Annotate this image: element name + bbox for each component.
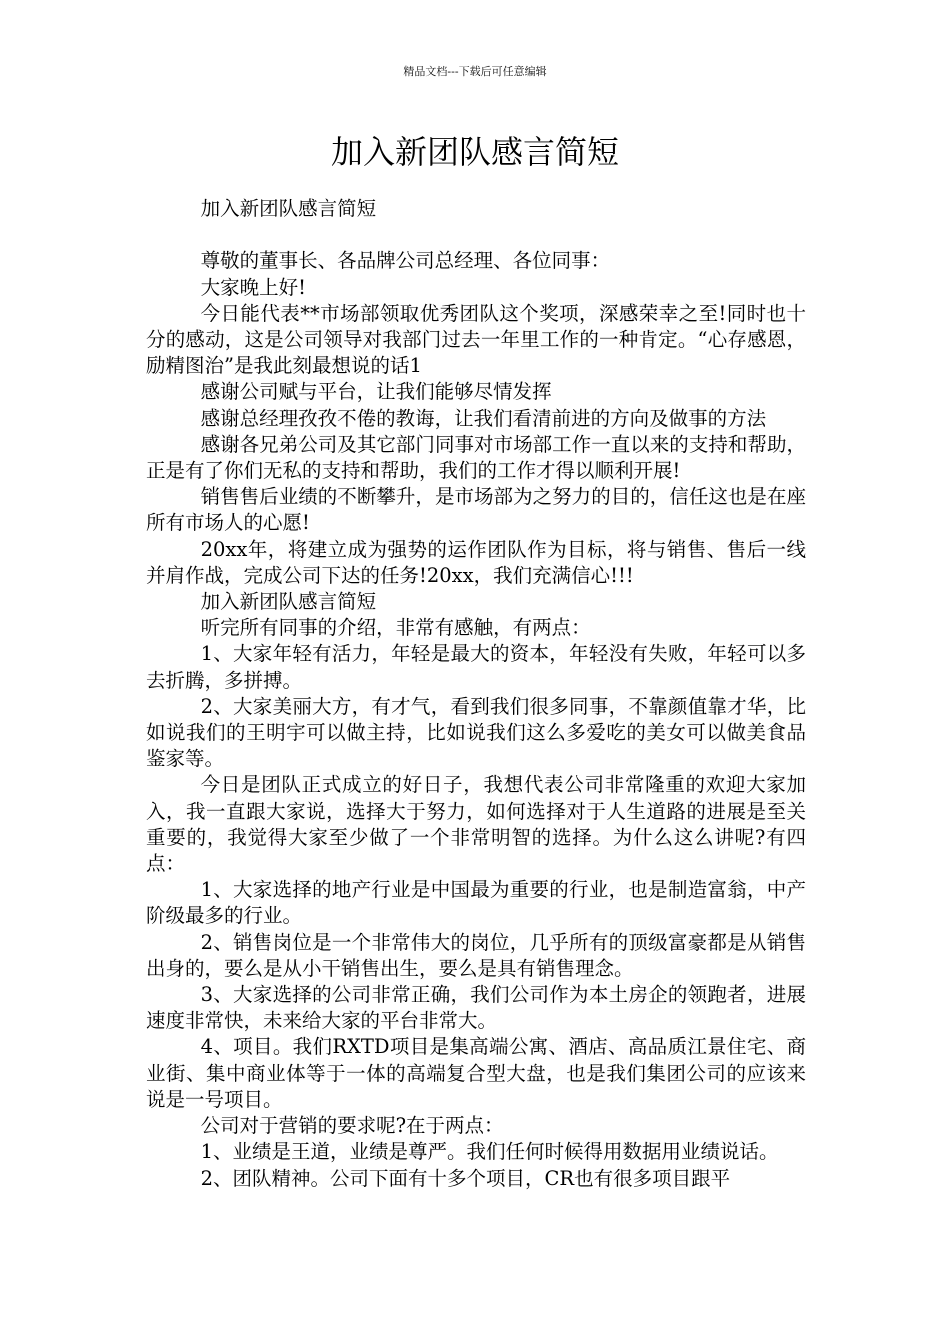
body-paragraph: 今日是团队正式成立的好日子，我想代表公司非常隆重的欢迎大家加入，我一直跟大家说，选择大于努力，如何选择对于人生道路的进展是至关重要的，我觉得大家至少做了一个非常明智的选择。为什么这么讲呢?有四点：: [146, 773, 806, 876]
body-paragraph: 3、大家选择的公司非常正确，我们公司作为本土房企的领跑者，进展速度非常快，未来给大家的平台非常大。: [146, 983, 806, 1033]
body-paragraph: 2、团队精神。公司下面有十多个项目，CR也有很多项目跟平: [200, 1166, 731, 1190]
body-paragraph: 1、业绩是王道，业绩是尊严。我们任何时候得用数据用业绩说话。: [200, 1140, 779, 1164]
body-paragraph: 今日能代表**市场部领取优秀团队这个奖项，深感荣幸之至!同时也十分的感动，这是公司领导对我部门过去一年里工作的一种肯定。“心存感恩，励精图治”是我此刻最想说的话1: [146, 301, 806, 378]
body-paragraph: 1、大家选择的地产行业是中国最为重要的行业，也是制造富翁，中产阶级最多的行业。: [146, 878, 806, 928]
body-paragraph: 感谢各兄弟公司及其它部门同事对市场部工作一直以来的支持和帮助，正是有了你们无私的支持和帮助，我们的工作才得以顺利开展!: [146, 432, 806, 483]
body-paragraph: 20xx年，将建立成为强势的运作团队作为目标，将与销售、售后一线并肩作战，完成公司下达的任务!20xx，我们充满信心!!!: [146, 537, 806, 587]
body-paragraph: 听完所有同事的介绍，非常有感触，有两点：: [200, 616, 591, 640]
body-paragraph: 公司对于营销的要求呢?在于两点：: [200, 1114, 504, 1138]
body-paragraph: 加入新团队感言简短: [200, 197, 377, 220]
body-paragraph: 加入新团队感言简短: [200, 590, 377, 614]
body-paragraph: 感谢公司赋与平台，让我们能够尽情发挥: [200, 380, 552, 404]
body-paragraph: 销售售后业绩的不断攀升，是市场部为之努力的目的，信任这也是在座所有市场人的心愿!: [146, 485, 806, 535]
body-paragraph: 尊敬的董事长、各品牌公司总经理、各位同事：: [200, 249, 611, 273]
document-title: 加入新团队感言简短: [330, 133, 619, 171]
body-paragraph: 2、销售岗位是一个非常伟大的岗位，几乎所有的顶级富豪都是从销售出身的，要么是从小干销售出生，要么是具有销售理念。: [146, 930, 806, 980]
document-body: [146, 196, 806, 1192]
body-paragraph: 大家晚上好!: [200, 275, 306, 299]
body-paragraph: 4、项目。我们RXTD项目是集高端公寓、酒店、高品质江景住宅、商业街、集中商业体等于一体的高端复合型大盘，也是我们集团公司的应该来说是一号项目。: [146, 1035, 806, 1111]
body-paragraph: 感谢总经理孜孜不倦的教诲，让我们看清前进的方向及做事的方法: [200, 406, 767, 430]
body-paragraph: 1、大家年轻有活力，年轻是最大的资本，年轻没有失败，年轻可以多去折腾，多拼搏。: [146, 642, 806, 692]
header-note: 精品文档---下载后可任意编辑: [403, 65, 547, 78]
body-paragraph: 2、大家美丽大方，有才气，看到我们很多同事，不靠颜值靠才华，比如说我们的王明宇可以做主持，比如说我们这么多爱吃的美女可以做美食品鉴家等。: [146, 694, 806, 771]
